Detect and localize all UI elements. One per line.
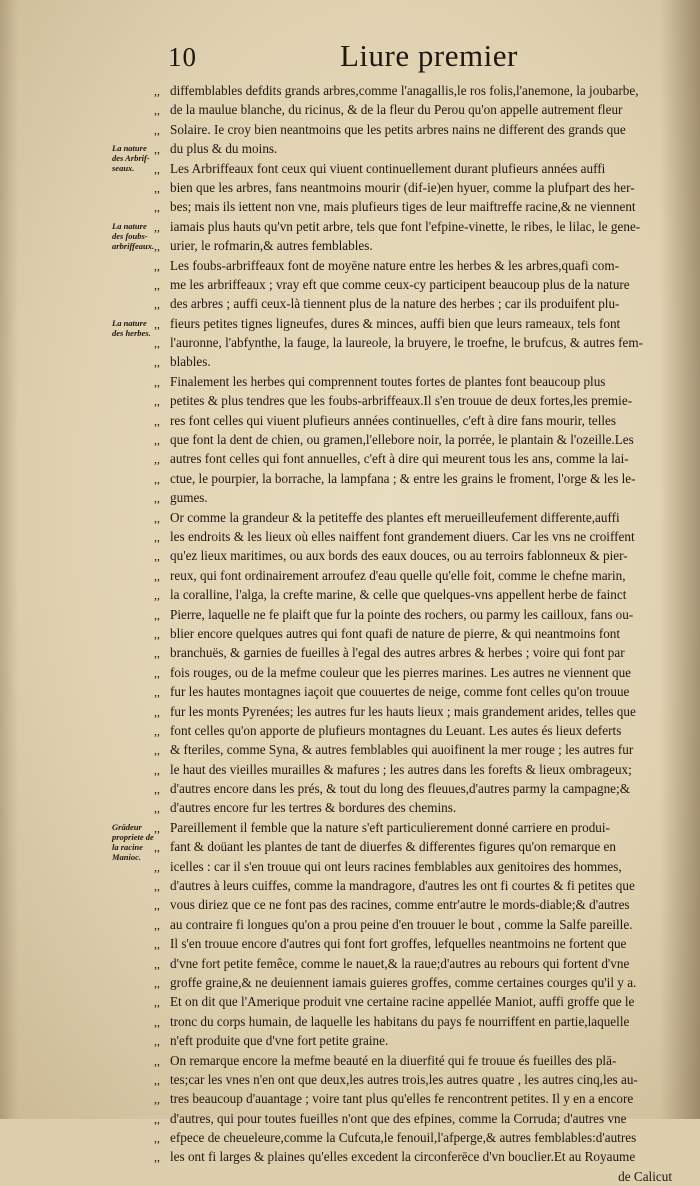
line-text: fant & doüant les plantes de tant de diuerfes & differentes figures qu'on remarque en <box>170 839 616 855</box>
text-line <box>154 469 684 488</box>
quotation-mark: ,, <box>154 316 160 331</box>
text-line <box>154 818 684 837</box>
quotation-mark: ,, <box>154 239 160 254</box>
line-text: les endroits & les lieux où elles naiffent font grandement diuers. Car les vns ne croiffent <box>170 528 635 544</box>
line-text: que font la dent de chien, ou gramen,l'ellebore noir, la porrée, le plantain & l'ozeille.Les <box>170 432 634 448</box>
text-line <box>154 197 684 216</box>
line-text: ctue, le pourpier, la borrache, la lampfana ; & entre les grains le froment, l'orge & les le- <box>170 470 636 486</box>
line-text: & fteriles, comme Syna, & autres femblables qui auoifinent la mer rouge ; les autres fur <box>170 742 634 758</box>
line-text: de Calicut <box>618 1168 672 1184</box>
quotation-mark: ,, <box>154 975 160 990</box>
text-line <box>154 702 684 721</box>
quotation-mark: ,, <box>154 723 160 738</box>
quotation-mark: ,, <box>154 394 160 409</box>
line-text: bien que les arbres, fans neantmoins mourir (dif-ie)en hyuer, comme la plufpart des her- <box>170 179 635 195</box>
text-line <box>154 314 684 333</box>
quotation-mark: ,, <box>154 219 160 234</box>
text-line <box>154 798 684 817</box>
text-line <box>154 372 684 391</box>
page-edge-shadow <box>0 0 18 1119</box>
text-line <box>154 740 684 759</box>
quotation-mark: ,, <box>154 258 160 273</box>
line-text: me les arbriffeaux ; vray eft que comme ceux-cy participent beaucoup plus de la nature <box>170 276 630 292</box>
quotation-mark: ,, <box>154 840 160 855</box>
line-text: d'autres à leurs cuiffes, comme la mandragore, d'autres les ont fi courtes & fi petites que <box>170 878 635 894</box>
line-text: les ont fi larges & plaines qu'elles excedent la circonferēce d'vn bouclier.Et au Royaume <box>170 1149 636 1165</box>
text-line <box>154 100 684 119</box>
line-text: autres font celles qui font annuelles, c'eft à dire qui meurent tous les ans, comme la lai- <box>170 451 629 467</box>
quotation-mark: ,, <box>154 471 160 486</box>
text-line <box>154 1147 684 1166</box>
text-line <box>154 973 684 992</box>
line-text: d'autres encore fur les tertres & bordures des chemins. <box>170 800 457 816</box>
text-line <box>154 837 684 856</box>
line-text: tronc du corps humain, de laquelle les habitans du pays fe nourriffent en partie,laquelle <box>170 1013 630 1029</box>
margin-note: La nature des herbes. <box>112 317 151 338</box>
quotation-mark: ,, <box>154 782 160 797</box>
line-text: l'auronne, l'abfynthe, la fauge, la laureole, la bruyere, le troefne, le brufcus, & autres fem- <box>170 335 644 351</box>
text-line <box>154 391 684 410</box>
text-line <box>154 352 684 371</box>
line-text: gumes. <box>170 490 208 506</box>
line-text: reux, qui font ordinairement arroufez d'eau quelle qu'elle foit, comme le chefne marin, <box>170 567 626 583</box>
text-line <box>154 294 684 313</box>
line-text: des arbres ; auffi ceux-là tiennent plus de la nature des herbes ; car ils produifent plu- <box>170 296 620 312</box>
text-line <box>154 159 684 178</box>
quotation-mark: ,, <box>154 142 160 157</box>
line-text: au contraire fi longues qu'on a prou peine d'en trouuer le bout , comme la Salfe pareille. <box>170 916 633 932</box>
quotation-mark: ,, <box>154 801 160 816</box>
line-text: fieurs petites tignes ligneufes, dures & minces, auffi bien que leurs rameaux, tels font <box>170 315 621 331</box>
line-text: Pareillement il femble que la nature s'eft particulierement donné carriere en produi- <box>170 819 610 835</box>
quotation-mark: ,, <box>154 743 160 758</box>
quotation-mark: ,, <box>154 820 160 835</box>
quotation-mark: ,, <box>154 956 160 971</box>
line-text: efpece de cheueleure,comme la Cufcuta,le fenouil,l'afperge,& autres femblables:d'autres <box>170 1130 637 1146</box>
text-line <box>154 139 684 158</box>
text-line <box>154 1167 684 1186</box>
quotation-mark: ,, <box>154 1150 160 1165</box>
quotation-mark: ,, <box>154 510 160 525</box>
line-text: fur les monts Pyrenées; les autres fur les hauts lieux ; mais grandement arides, telles que <box>170 703 636 719</box>
quotation-mark: ,, <box>154 879 160 894</box>
quotation-mark: ,, <box>154 588 160 603</box>
line-text: qu'ez lieux maritimes, ou aux bords des eaux douces, ou au terroirs fablonneux & pier- <box>170 548 628 564</box>
line-text: iamais plus hauts qu'vn petit arbre, tels que font l'efpine-vinette, le ribes, le lilac, le gene- <box>170 218 641 234</box>
text-line <box>154 585 684 604</box>
line-text: Finalement les herbes qui comprennent toutes fortes de plantes font beaucoup plus <box>170 373 606 389</box>
text-line <box>154 1051 684 1070</box>
quotation-mark: ,, <box>154 1092 160 1107</box>
line-text: la coralline, l'alga, la crefte marine, & celle que quelques-vns appellent herbe de fainct <box>170 587 627 603</box>
line-text: Les foubs-arbriffeaux font de moyēne nature entre les herbes & les arbres,quafi com- <box>170 257 620 273</box>
line-text: Les Arbriffeaux font ceux qui viuent continuellement durant plufieurs années auffi <box>170 160 606 176</box>
margin-note: Grādeur propriete de la racine Manioc. <box>112 822 154 863</box>
line-text: le haut des vieilles murailles & mafures ; les autres dans les forefts & lieux ombrageux; <box>170 761 632 777</box>
line-text: petites & plus tendres que les foubs-arbriffeaux.Il s'en trouue de deux fortes,les premie- <box>170 393 633 409</box>
quotation-mark: ,, <box>154 355 160 370</box>
text-line <box>154 120 684 139</box>
quotation-mark: ,, <box>154 859 160 874</box>
text-line <box>154 430 684 449</box>
text-line <box>154 760 684 779</box>
line-text: diffemblables defdits grands arbres,comme l'anagallis,le ros folis,l'anemone, la joubarbe, <box>170 83 639 98</box>
quotation-mark: ,, <box>154 452 160 467</box>
line-text: fur les hautes montagnes iaçoit que couuertes de neige, comme font celles qu'on trouue <box>170 684 630 700</box>
text-line <box>154 992 684 1011</box>
text-line <box>154 275 684 294</box>
text-line <box>154 663 684 682</box>
text-line <box>154 915 684 934</box>
text-line <box>154 643 684 662</box>
margin-note: La nature des Arbrif-seaux. <box>112 143 150 174</box>
text-line <box>154 1128 684 1147</box>
text-line <box>154 1089 684 1108</box>
text-line <box>154 1109 684 1128</box>
quotation-mark: ,, <box>154 433 160 448</box>
line-text: font celles qu'on apporte de plufieurs montagnes du Leuant. Les autes és lieux deferts <box>170 722 622 738</box>
quotation-mark: ,, <box>154 898 160 913</box>
line-text: blables. <box>170 354 211 370</box>
quotation-mark: ,, <box>154 1034 160 1049</box>
quotation-mark: ,, <box>154 1072 160 1087</box>
text-line <box>154 488 684 507</box>
text-line <box>154 81 684 100</box>
quotation-mark: ,, <box>154 917 160 932</box>
text-line <box>154 682 684 701</box>
line-text: d'autres, qui pour toutes fueilles n'ont que des efpines, comme la Corruda; d'autres vne <box>170 1110 627 1126</box>
text-line <box>154 1031 684 1050</box>
line-text: du plus & du moins. <box>170 141 278 157</box>
quotation-mark: ,, <box>154 84 160 98</box>
quotation-mark: ,, <box>154 646 160 661</box>
text-line <box>154 721 684 740</box>
line-text: res font celles qui viuent plufieurs années continuelles, c'eft à dire fans mourir, telles <box>170 412 617 428</box>
line-text: de la maulue blanche, du ricinus, & de la fleur du Perou qu'on appelle autrement fleur <box>170 102 623 118</box>
line-text: blier encore quelques autres qui font quafi de nature de pierre, & qui neantmoins font <box>170 625 621 641</box>
quotation-mark: ,, <box>154 1053 160 1068</box>
line-text: bes; mais ils iettent non vne, mais plufieurs tiges de leur maiftreffe racine,& ne viennent <box>170 199 636 215</box>
text-line <box>154 624 684 643</box>
text-line <box>154 876 684 895</box>
text-line <box>154 934 684 953</box>
quotation-mark: ,, <box>154 568 160 583</box>
text-line <box>154 236 684 255</box>
quotation-mark: ,, <box>154 1014 160 1029</box>
quotation-mark: ,, <box>154 665 160 680</box>
text-line <box>154 508 684 527</box>
quotation-mark: ,, <box>154 685 160 700</box>
quotation-mark: ,, <box>154 297 160 312</box>
quotation-mark: ,, <box>154 200 160 215</box>
text-line <box>154 217 684 236</box>
line-text: tres beaucoup d'auantage ; voire tant plus qu'elles fe rencontrent petites. Il y en a encore <box>170 1091 634 1107</box>
quotation-mark: ,, <box>154 277 160 292</box>
text-line <box>154 954 684 973</box>
margin-note: La nature des foubs-arbriffeaux. <box>112 220 155 251</box>
line-text: branchuës, & garnies de fueilles à l'egal des autres arbres & herbes ; voire qui font par <box>170 645 625 661</box>
page-header <box>168 38 668 78</box>
line-text: Solaire. Ie croy bien neantmoins que les petits arbres nains ne different des grands que <box>170 121 626 137</box>
line-text: tes;car les vnes n'en ont que deux,les autres trois,les autres quatre , les autres cinq,les au- <box>170 1071 638 1087</box>
text-line <box>154 256 684 275</box>
quotation-mark: ,, <box>154 180 160 195</box>
quotation-mark: ,, <box>154 103 160 118</box>
line-text: urier, le rofmarin,& autres femblables. <box>170 238 373 254</box>
quotation-mark: ,, <box>154 529 160 544</box>
line-text: Et on dit que l'Amerique produit vne certaine racine appellée Maniot, auffi groffe que le <box>170 994 635 1010</box>
quotation-mark: ,, <box>154 413 160 428</box>
line-text: Il s'en trouue encore d'autres qui font fort groffes, lefquelles neantmoins ne fortent que <box>170 936 627 952</box>
quotation-mark: ,, <box>154 762 160 777</box>
text-line <box>154 1070 684 1089</box>
text-line <box>154 1012 684 1031</box>
line-text: d'autres encore dans les prés, & tout du long des fleuues,d'autres parmy la campagne;& <box>170 781 630 797</box>
line-text: Pierre, laquelle ne fe plaift que fur la pointe des rochers, ou parmy les cailloux, fans ou- <box>170 606 634 622</box>
text-line <box>154 566 684 585</box>
quotation-mark: ,, <box>154 704 160 719</box>
text-line <box>154 178 684 197</box>
quotation-mark: ,, <box>154 1111 160 1126</box>
page-number: 10 <box>168 42 197 72</box>
quotation-mark: ,, <box>154 607 160 622</box>
text-line <box>154 605 684 624</box>
quotation-mark: ,, <box>154 549 160 564</box>
text-line <box>154 895 684 914</box>
main-text <box>154 81 684 1186</box>
line-text: d'vne fort petite femêce, comme le nauet,& la raue;d'autres au rebours qui fortent d'vne <box>170 955 630 971</box>
quotation-mark: ,, <box>154 336 160 351</box>
text-line <box>154 527 684 546</box>
quotation-mark: ,, <box>154 937 160 952</box>
line-text: On remarque encore la mefme beauté en la diuerfité qui fe trouue és fueilles des plā- <box>170 1052 617 1068</box>
text-line <box>154 546 684 565</box>
quotation-mark: ,, <box>154 161 160 176</box>
text-line <box>154 449 684 468</box>
quotation-mark: ,, <box>154 995 160 1010</box>
quotation-mark: ,, <box>154 491 160 506</box>
quotation-mark: ,, <box>154 122 160 137</box>
text-line <box>154 779 684 798</box>
text-line <box>154 411 684 430</box>
running-title: Liure premier <box>340 38 518 73</box>
quotation-mark: ,, <box>154 374 160 389</box>
line-text: Or comme la grandeur & la petiteffe des plantes eft merueilleufement differente,auffi <box>170 509 620 525</box>
quotation-mark: ,, <box>154 626 160 641</box>
line-text: groffe graine,& ne deuiennent iamais guieres groffes, comme certaines courges qu'il y a. <box>170 974 637 990</box>
line-text: n'eft produite que d'vne fort petite graine. <box>170 1033 389 1049</box>
text-line <box>154 857 684 876</box>
line-text: vous diriez que ce ne font pas des racines, comme entr'autre le mords-diable;& d'autres <box>170 897 630 913</box>
text-line <box>154 333 684 352</box>
line-text: fois rouges, ou de la mefme couleur que les pierres marines. Les autres ne viennent que <box>170 664 632 680</box>
quotation-mark: ,, <box>154 1131 160 1146</box>
line-text: icelles : car il s'en trouue qui ont leurs racines femblables aux genitoires des hommes, <box>170 858 622 874</box>
